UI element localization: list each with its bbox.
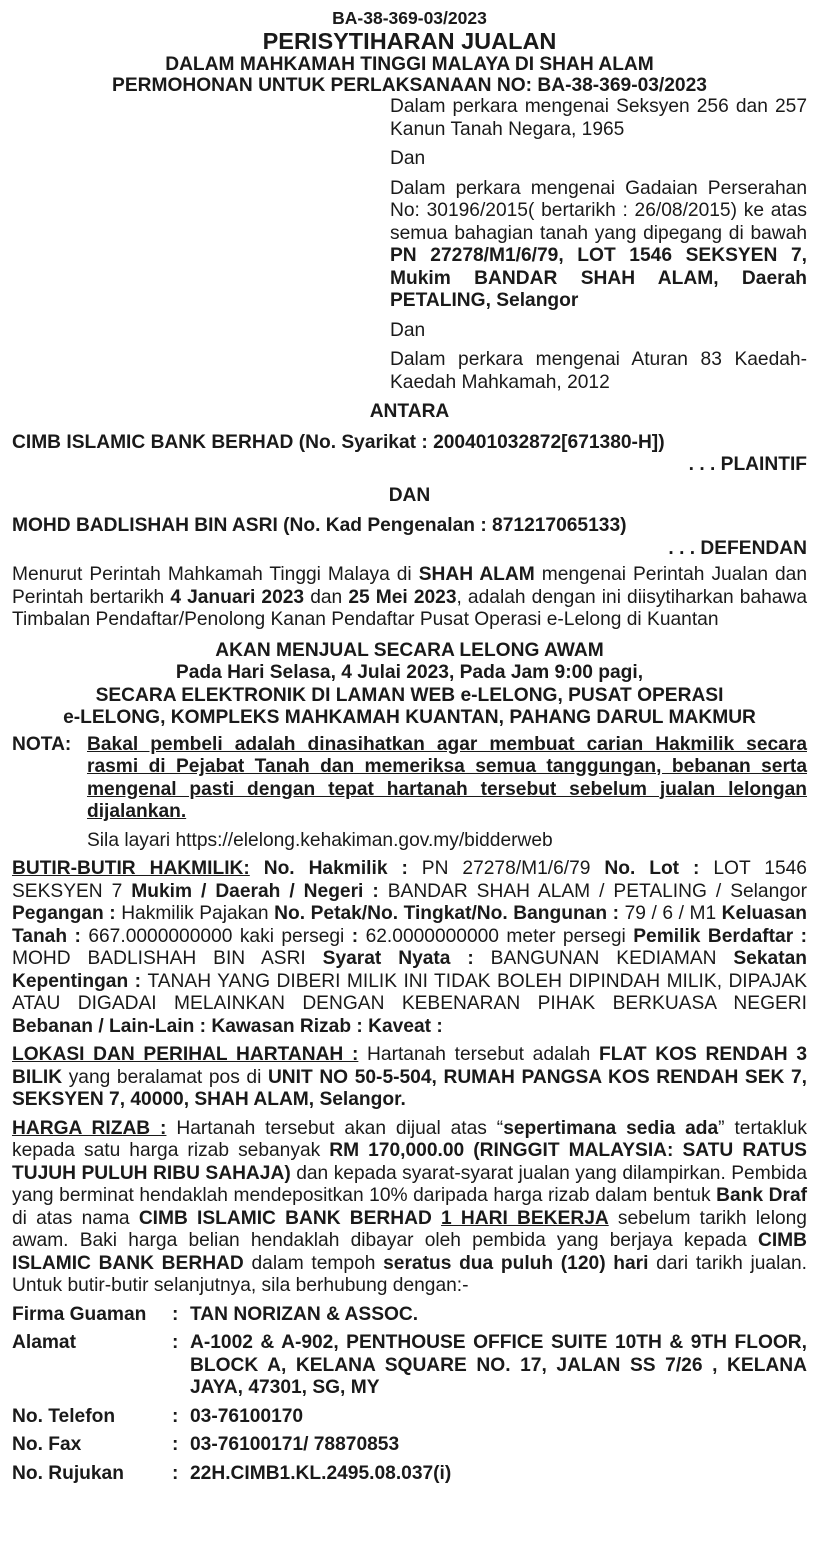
note-label: NOTA: (12, 733, 72, 755)
contact-row-law-firm: Firma Guaman : TAN NORIZAN & ASSOC. (12, 1303, 419, 1325)
contact-row-telephone: No. Telefon : 03-76100170 (12, 1405, 304, 1427)
note-text: Bakal pembeli adalah dinasihatkan agar membuat carian Hakmilik secara rasmi di Pejabat Tanah dan memeriksa semua tanggungan, bebanan serta mengenal pasti dengan tepat hartanah tersebut sebelum jualan lelongan dijalankan. (87, 733, 807, 822)
matter-and-2: Dan (390, 319, 426, 341)
plaintiff-name: CIMB ISLAMIC BANK BERHAD (No. Syarikat : 200401032872[671380-H]) (12, 431, 665, 453)
matter-paragraph-1: Dalam perkara mengenai Seksyen 256 dan 257 Kanun Tanah Negara, 1965 (390, 96, 807, 140)
auction-date: Pada Hari Selasa, 4 Julai 2023, Pada Jam 9:00 pagi, (175, 662, 644, 683)
defendant-name: MOHD BADLISHAH BIN ASRI (No. Kad Pengenalan : 871217065133) (12, 515, 627, 536)
plaintiff-role: . . . PLAINTIF (688, 454, 807, 475)
reserve-price: HARGA RIZAB : Hartanah tersebut akan dijual atas “sepertimana sedia ada” tertakluk kepada satu harga rizab sebanyak RM 170,000.00 (RINGGIT MALAYSIA: SATU RATUS TUJUH PULUH RIBU SAHAJA) dan kepada syarat-syarat jualan yang dilampirkan. Pembida yang berminat hendaklah mendepositkan 10% daripada harga rizab dalam bentuk Bank Draf di atas nama CIMB ISLAMIC BANK BERHAD 1 HARI BEKERJA sebelum tarikh lelong awam. Baki harga belian hendaklah dibayar oleh pembida yang berjaya kepada CIMB ISLAMIC BANK BERHAD dalam tempoh seratus dua puluh (120) hari dari tarikh jualan. Untuk butir-butir selanjutnya, sila berhubung dengan:- (12, 1117, 808, 1296)
note-block (12, 734, 807, 824)
matter-and-1: Dan (390, 148, 426, 169)
between-heading: ANTARA (369, 401, 450, 422)
matter-paragraph-2: Dalam perkara mengenai Gadaian Perserahan No: 30196/2015( bertarikh : 26/08/2015) ke atas semua bahagian tanah yang dipegang di bawah PN 27278/M1/6/79, LOT 1546 SEKSYEN 7, Mukim BANDAR SHAH ALAM, Daerah PETALING, Selangor (390, 177, 807, 311)
sale-proclamation (12, 0, 807, 1485)
contact-details (12, 1304, 807, 1486)
and-heading: DAN (388, 484, 431, 506)
contact-row-fax: No. Fax : 03-76100171/ 78870853 (12, 1434, 400, 1455)
order-paragraph: Menurut Perintah Mahkamah Tinggi Malaya di SHAH ALAM mengenai Perintah Jualan dan Perintah bertarikh 4 Januari 2023 dan 25 Mei 2023, adalah dengan ini diisytiharkan bahawa Timbalan Pendaftar/Penolong Kanan Pendaftar Pusat Operasi e-Lelong di Kuantan (12, 564, 808, 630)
matter-block (390, 96, 807, 394)
contact-row-reference: No. Rujukan : 22H.CIMB1.KL.2495.08.037(i) (12, 1462, 452, 1484)
defendant-role: . . . DEFENDAN (668, 537, 807, 559)
website-note: Sila layari https://elelong.kehakiman.gov.my/bidderweb (87, 829, 553, 851)
property-location: LOKASI DAN PERIHAL HARTANAH : Hartanah tersebut adalah FLAT KOS RENDAH 3 BILIK yang beralamat pos di UNIT NO 50-5-504, RUMAH PANGSA KOS RENDAH SEK 7, SEKSYEN 7, 40000, SHAH ALAM, Selangor. (12, 1044, 807, 1110)
auction-details (12, 640, 807, 730)
matter-paragraph-3: Dalam perkara mengenai Aturan 83 Kaedah-Kaedah Mahkamah, 2012 (390, 349, 807, 393)
court-name: DALAM MAHKAMAH TINGGI MALAYA DI SHAH ALAM (165, 54, 654, 75)
case-reference: BA-38-369-03/2023 (332, 8, 487, 28)
auction-line-1: AKAN MENJUAL SECARA LELONG AWAM (215, 639, 604, 661)
title-details: BUTIR-BUTIR HAKMILIK: No. Hakmilik : PN 27278/M1/6/79 No. Lot : LOT 1546 SEKSYEN 7 Mukim / Daerah / Negeri : BANDAR SHAH ALAM / PETALING / Selangor Pegangan : Hakmilik Pajakan No. Petak/No. Tingkat/No. Bangunan : 79 / 6 / M1 Keluasan Tanah : 667.0000000000 kaki persegi : 62.0000000000 meter persegi Pemilik Berdaftar : MOHD BADLISHAH BIN ASRI Syarat Nyata : BANGUNAN KEDIAMAN Sekatan Kepentingan : TANAH YANG DIBERI MILIK INI TIDAK BOLEH DIPINDAH MILIK, DIPAJAK ATAU DIGADAI MELAINKAN DENGAN KEBENARAN PIHAK BERKUASA NEGERI Bebanan / Lain-Lain : Kawasan Rizab : Kaveat : (12, 858, 808, 1037)
auction-line-3: SECARA ELEKTRONIK DI LAMAN WEB e-LELONG, PUSAT OPERASI (95, 684, 724, 706)
contact-row-address: Alamat : A-1002 & A-902, PENTHOUSE OFFICE SUITE 10TH & 9TH FLOOR, BLOCK A, KELANA SQUARE NO. 17, JALAN SS 7/26 , KELANA JAYA, 47301, SG, MY (12, 1332, 807, 1398)
application-number: PERMOHONAN UNTUK PERLAKSANAAN NO: BA-38-369-03/2023 (112, 75, 707, 96)
auction-line-4: e-LELONG, KOMPLEKS MAHKAMAH KUANTAN, PAHANG DARUL MAKMUR (63, 707, 756, 728)
document-title: PERISYTIHARAN JUALAN (262, 28, 557, 54)
